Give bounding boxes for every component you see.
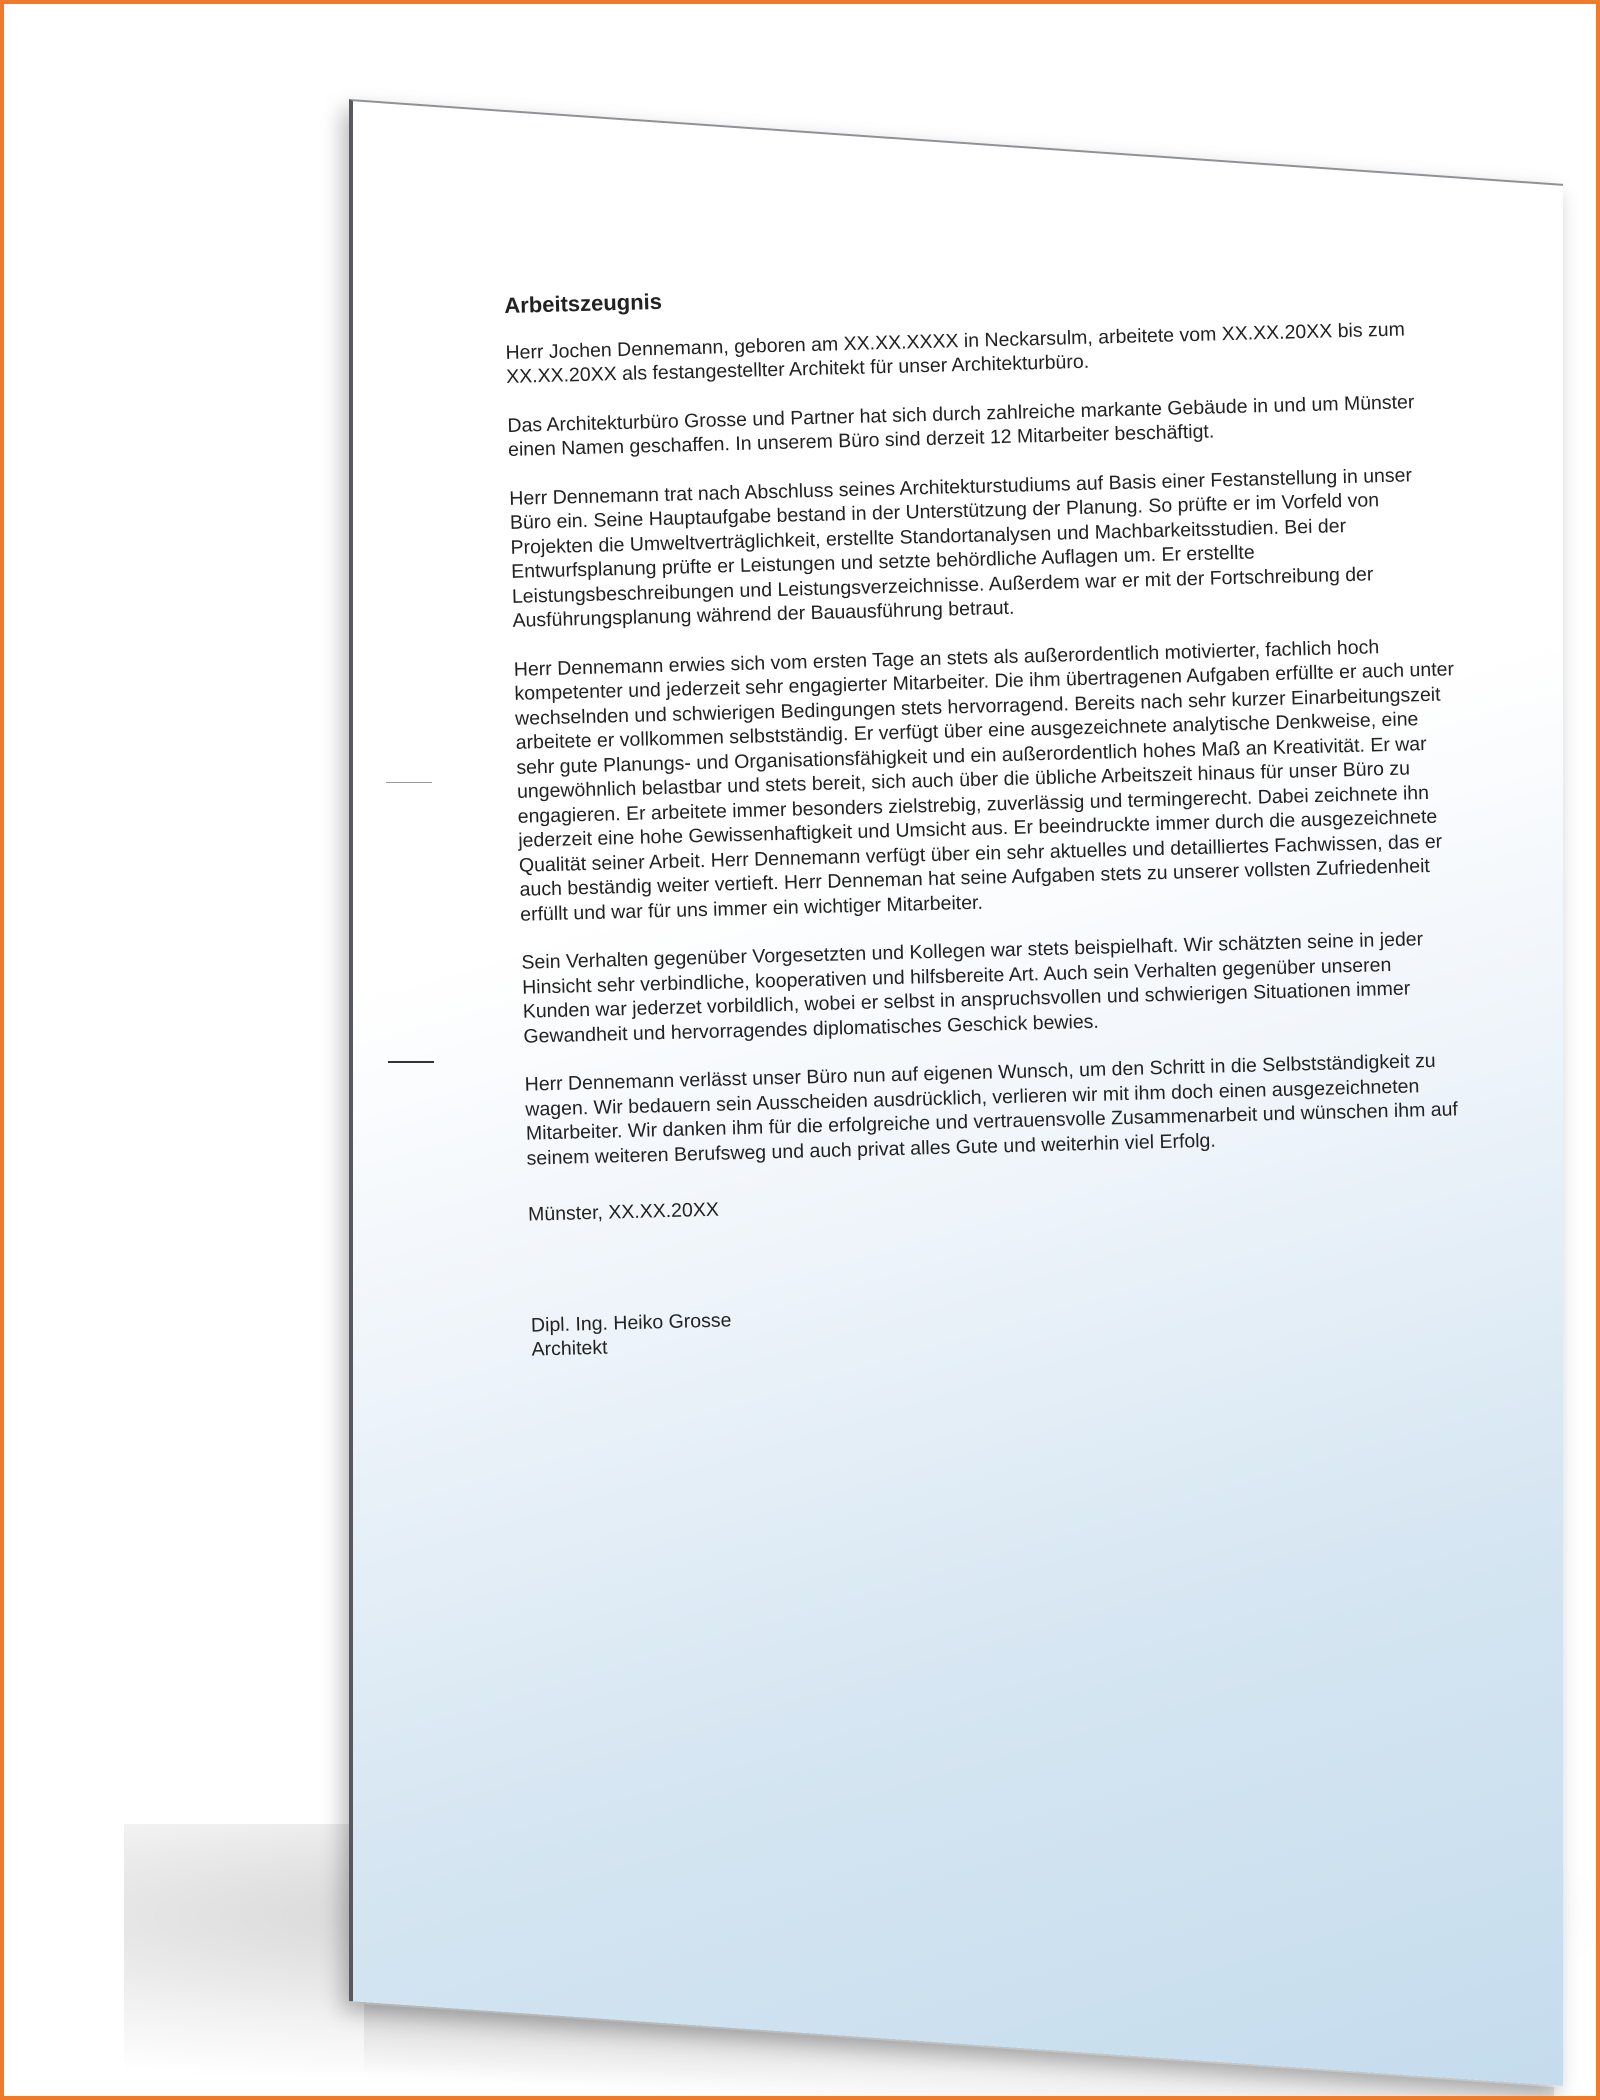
paragraph-company: Das Architekturbüro Grosse und Partner hat sich durch zahlreiche markante Gebäude in und um Münster einen Namen geschaffen. In unserem Büro sind derzeit 12 Mitarbeiter beschäftigt.: [507, 390, 1415, 461]
signature-name: Dipl. Ing. Heiko Grosse: [530, 1308, 732, 1337]
document-title: Arbeitszeugnis: [503, 288, 663, 318]
date-line: Münster, XX.XX.20XX: [527, 1198, 720, 1226]
paragraph-departure: Herr Dennemann verlässt unser Büro nun auf eigenen Wunsch, um den Schritt in die Selbstständigkeit zu wagen. Wir bedauern sein Ausscheiden ausdrücklich, verlieren wir mit ihm doch einen ausgezeichneten Mitarbeiter. Wir danken ihm für die erfolgreiche und vertrauensvolle Zusammenarbeit und wünschen ihm auf seinem weiteren Berufsweg und auch privat alles Gute und weiterhin viel Erfolg.: [524, 1049, 1459, 1170]
punch-mark: [388, 1061, 434, 1063]
signature-role: Architekt: [531, 1336, 608, 1361]
paragraph-conduct: Sein Verhalten gegenüber Vorgesetzten und Kollegen war stets beispielhaft. Wir schätzten seine in jeder Hinsicht sehr verbindliche, kooperativen und hilfsbereite Art. Auch sein Verhalten gegenüber unseren Kunden war jederzet vorbildlich, wobei er selbst in anspruchsvollen und schwierigen Situationen immer Gewandheit und hervorragendes diplomatisches Geschick bewies.: [521, 928, 1424, 1048]
document-body: [504, 269, 1472, 1362]
fold-mark: [386, 782, 432, 783]
paragraph-employment: Herr Jochen Dennemann, geboren am XX.XX.XXXX in Neckarsulm, arbeitete vom XX.XX.20XX bis zum XX.XX.20XX als festangestellter Architekt für unser Architekturbüro.: [505, 317, 1406, 388]
paragraph-performance: Herr Dennemann erwies sich vom ersten Tage an stets als außerordentlich motivierter, fachlich hoch kompetenter und jederzeit sehr engagierter Mitarbeiter. Die ihm übertragenen Aufgaben erfüllte er auch unter wechselnden und schwierigen Bedingungen stets hervorragend. Bereits nach sehr kurzer Einarbeitungszeit arbeitete er vollkommen selbstständig. Er verfügt über eine ausgezeichnete analytische Denkweise, eine sehr gute Planungs- und Organisationsfähigkeit und ein außerordentlich hohes Maß an Kreativität. Er war ungewöhnlich belastbar und stets bereit, sich auch über die übliche Arbeitszeit hinaus für unser Büro zu engagieren. Er arbeitete immer besonders zielstrebig, zuverlässig und termingerecht. Dabei zeichnete ihn jederzeit eine hohe Gewissenhaftigkeit und Umsicht aus. Er beeindruckte immer durch die ausgezeichnete Qualität seiner Arbeit. Herr Dennemann verfügt über ein sehr aktuelles und detailliertes Fachwissen, das er auch beständig weiter vertieft. Herr Denneman hat seine Aufgaben stets zu unserer vollsten Zufriedenheit erfüllt und war für uns immer ein wichtiger Mitarbeiter.: [513, 635, 1455, 926]
paragraph-duties: Herr Dennemann trat nach Abschluss seines Architekturstudiums auf Basis einer Festanstellung in unser Büro ein. Seine Hauptaufgabe bestand in der Unterstützung der Planung. So prüfte er im Vorfeld von Projekten die Umweltverträglichkeit, erstellte Standortanalysen und Machbarkeitsstudien. Bei der Entwurfsplanung prüfte er Leistungen und setzte behördliche Auflagen um. Er erstellte Leistungsbeschreibungen und Leistungsverzeichnisse. Außerdem war er mit der Fortschreibung der Ausführungsplanung während der Bauausführung betraut.: [509, 463, 1413, 632]
